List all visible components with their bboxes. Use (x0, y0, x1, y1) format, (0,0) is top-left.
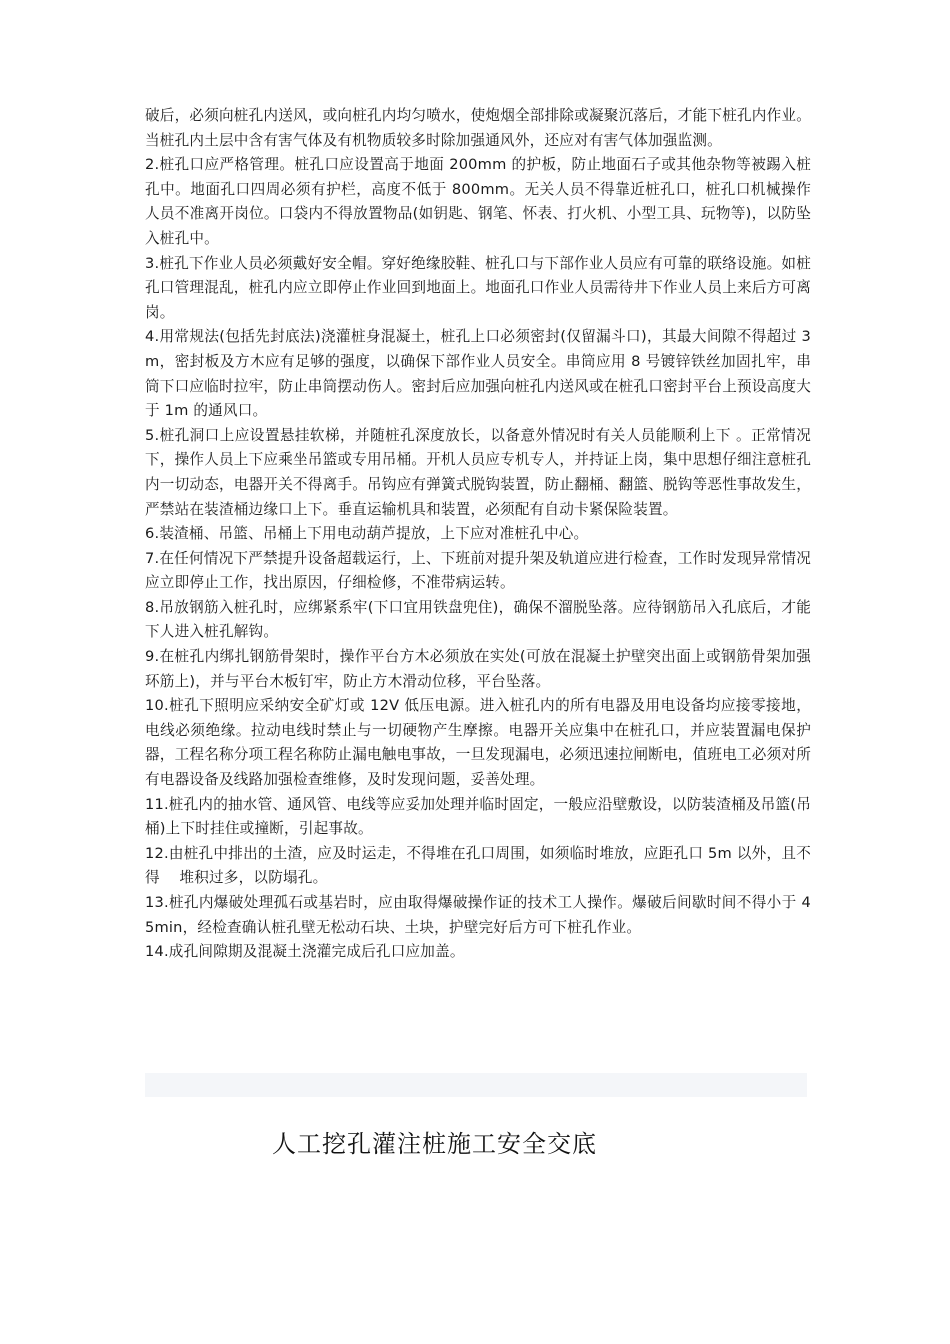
paragraph-item-4: 4.用常规法(包括先封底法)浇灌桩身混凝土，桩孔上口必须密封(仅留漏斗口)，其最大间隙不得超过 3m，密封板及方木应有足够的强度，以确保下部作业人员安全。串筒应用 8 号镀锌铁丝加固扎牢，串筒下口应临时拉牢，防止串筒摆动伤人。密封后应加强向桩孔内送风或在桩孔口密封平台上预设高度大于 1m 的通风口。 (145, 328, 811, 420)
document-title: 人工挖孔灌注桩施工安全交底 (272, 1130, 597, 1158)
section-divider-band (145, 1073, 807, 1097)
paragraph-item-2: 2.桩孔口应严格管理。桩孔口应设置高于地面 200mm 的护板，防止地面石子或其他杂物等被踢入桩孔中。地面孔口四周必须有护栏，高度不低于 800mm。无关人员不得靠近桩孔口，桩孔口机械操作人员不准离开岗位。口袋内不得放置物品(如钥匙、钢笔、怀表、打火机、小型工具、玩物等)，以防坠入桩孔中。 (145, 156, 811, 247)
paragraph-item-13: 13.桩孔内爆破处理孤石或基岩时，应由取得爆破操作证的技术工人操作。爆破后间歇时间不得小于 45min，经检查确认桩孔壁无松动石块、土块，护壁完好后方可下桩孔作业。 (145, 894, 811, 936)
paragraph-item-6: 6.装渣桶、吊篮、吊桶上下用电动葫芦提放，上下应对准桩孔中心。 (145, 525, 589, 543)
paragraph-item-3: 3.桩孔下作业人员必须戴好安全帽。穿好绝缘胶鞋、桩孔口与下部作业人员应有可靠的联络设施。如桩孔口管理混乱，桩孔内应立即停止作业回到地面上。地面孔口作业人员需待井下作业人员上来后方可离岗。 (145, 254, 811, 321)
paragraph-item-5: 5.桩孔洞口上应设置悬挂软梯，并随桩孔深度放长，以备意外情况时有关人员能顺利上下 。正常情况下，操作人员上下应乘坐吊篮或专用吊桶。开机人员应专机专人，并持证上岗，集中思想仔细注意桩孔内一切动态，电器开关不得离手。吊钩应有弹簧式脱钩装置，防止翻桶、翻篮、脱钩等恶性事故发生，严禁站在装渣桶边缘口上下。垂直运输机具和装置，必须配有自动卡紧保险装置。 (145, 426, 811, 518)
paragraph-item-11: 11.桩孔内的抽水管、通风管、电线等应妥加处理并临时固定，一般应沿壁敷设，以防装渣桶及吊篮(吊桶)上下时挂住或撞断，引起事故。 (145, 795, 811, 838)
paragraph-item-7: 7.在任何情况下严禁提升设备超载运行，上、下班前对提升架及轨道应进行检查，工作时发现异常情况应立即停止工作，找出原因，仔细检修，不准带病运转。 (145, 549, 811, 592)
paragraph-item-10: 10.桩孔下照明应采纳安全矿灯或 12V 低压电源。进入桩孔内的所有电器及用电设备均应接零接地，电线必须绝缘。拉动电线时禁止与一切硬物产生摩擦。电器开关应集中在桩孔口，并应装置漏电保护器，工程名称分项工程名称防止漏电触电事故，一旦发现漏电，必须迅速拉闸断电，值班电工必须对所有电器设备及线路加强检查维修，及时发现问题，妥善处理。 (145, 697, 811, 789)
paragraph-item-12: 12.由桩孔中排出的土渣，应及时运走，不得堆在孔口周围，如须临时堆放，应距孔口 5m 以外，且不得 堆积过多，以防塌孔。 (145, 844, 811, 887)
paragraph-item-14: 14.成孔间隙期及混凝土浇灌完成后孔口应加盖。 (145, 943, 465, 961)
paragraph-item-8: 8.吊放钢筋入桩孔时，应绑紧系牢(下口宜用铁盘兜住)，确保不溜脱坠落。应待钢筋吊入孔底后，才能下人进入桩孔解钩。 (145, 598, 811, 641)
paragraph-continuation: 破后，必须向桩孔内送风，或向桩孔内均匀喷水，使炮烟全部排除或凝聚沉落后，才能下桩孔内作业。当桩孔内土层中含有害气体及有机物质较多时除加强通风外，还应对有害气体加强监测。 (145, 107, 811, 149)
paragraph-item-9: 9.在桩孔内绑扎钢筋骨架时，操作平台方木必须放在实处(可放在混凝土护壁突出面上或钢筋骨架加强环筋上)，并与平台木板钉牢，防止方木滑动位移，平台坠落。 (145, 648, 811, 690)
body-text (145, 104, 811, 965)
